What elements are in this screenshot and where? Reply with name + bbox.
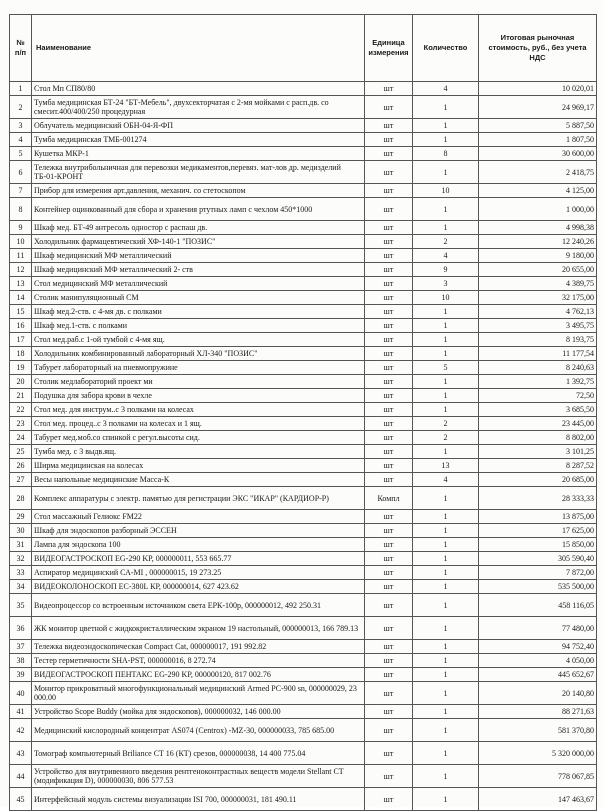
row-unit-cell: шт [365,375,413,389]
row-unit-cell: шт [365,719,413,742]
row-number-cell: 20 [10,375,32,389]
table-row [10,459,597,473]
row-name-cell: Стол Мп СП80/80 [32,82,365,96]
row-qty-cell: 2 [413,431,479,445]
row-number-cell: 32 [10,552,32,566]
row-qty-cell: 4 [413,473,479,487]
row-name-cell: Тележка внутрибольничная для перевозки медикаментов,перевяз. мат-лов др. медизделий ТБ-01-КРОНТ [32,161,365,184]
row-unit-cell: шт [365,277,413,291]
row-qty-cell: 1 [413,742,479,765]
row-number-cell: 33 [10,566,32,580]
table-row [10,389,597,403]
table-row [10,654,597,668]
row-qty-cell: 1 [413,347,479,361]
row-number-cell: 45 [10,788,32,811]
row-value-cell: 20 685,00 [479,473,597,487]
table-row [10,682,597,705]
row-name-cell: Тестер герметичности SHA-PST, 000000016, 8 272.74 [32,654,365,668]
row-qty-cell: 1 [413,319,479,333]
table-row [10,617,597,640]
row-qty-cell: 1 [413,580,479,594]
table-row [10,788,597,811]
row-name-cell: Шкаф мед.2-ств. с 4-мя дв. с полками [32,305,365,319]
table-row [10,705,597,719]
row-number-cell: 28 [10,487,32,510]
row-qty-cell: 1 [413,403,479,417]
row-value-cell: 23 445,00 [479,417,597,431]
table-row [10,487,597,510]
row-number-cell: 9 [10,221,32,235]
row-unit-cell: шт [365,510,413,524]
row-number-cell: 4 [10,133,32,147]
row-value-cell: 4 125,00 [479,184,597,198]
row-value-cell: 3 101,25 [479,445,597,459]
row-qty-cell: 3 [413,277,479,291]
row-name-cell: Табурет мед.моб.со спинкой с регул.высоты сид. [32,431,365,445]
row-name-cell: Стол медицинский МФ металлический [32,277,365,291]
row-number-cell: 15 [10,305,32,319]
row-number-cell: 41 [10,705,32,719]
row-name-cell: Стол мед. для инструм..с 3 полками на колесах [32,403,365,417]
row-qty-cell: 1 [413,538,479,552]
row-number-cell: 42 [10,719,32,742]
row-qty-cell: 2 [413,417,479,431]
row-unit-cell: шт [365,147,413,161]
row-number-cell: 5 [10,147,32,161]
row-number-cell: 31 [10,538,32,552]
row-qty-cell: 10 [413,184,479,198]
row-number-cell: 24 [10,431,32,445]
row-unit-cell: шт [365,319,413,333]
row-value-cell: 12 240,26 [479,235,597,249]
row-unit-cell: шт [365,347,413,361]
row-unit-cell: шт [365,668,413,682]
row-qty-cell: 1 [413,375,479,389]
table-row [10,249,597,263]
table-row [10,161,597,184]
row-number-cell: 36 [10,617,32,640]
row-qty-cell: 1 [413,445,479,459]
table-header [10,15,597,82]
row-qty-cell: 1 [413,96,479,119]
table-row [10,580,597,594]
row-name-cell: Шкаф медицинский МФ металлический 2- ств [32,263,365,277]
row-qty-cell: 2 [413,235,479,249]
table-row [10,319,597,333]
row-value-cell: 94 752,40 [479,640,597,654]
row-unit-cell: шт [365,742,413,765]
header-num: № п/п [10,15,32,82]
row-value-cell: 17 625,00 [479,524,597,538]
row-qty-cell: 4 [413,249,479,263]
table-row [10,538,597,552]
valuation-table [9,14,597,811]
row-unit-cell: шт [365,333,413,347]
table-row [10,375,597,389]
row-name-cell: ВИДЕОКОЛОНОСКОП ЕС-380L КР, 000000014, 627 423.62 [32,580,365,594]
row-unit-cell: шт [365,538,413,552]
table-row [10,524,597,538]
row-value-cell: 8 240,63 [479,361,597,375]
table-row [10,668,597,682]
row-qty-cell: 1 [413,133,479,147]
row-number-cell: 37 [10,640,32,654]
row-qty-cell: 1 [413,524,479,538]
row-unit-cell: шт [365,161,413,184]
table-row [10,147,597,161]
row-unit-cell: шт [365,184,413,198]
row-unit-cell: шт [365,249,413,263]
row-qty-cell: 1 [413,682,479,705]
row-name-cell: Интерфейсный модуль системы визуализации ISI 700, 000000031, 181 490.11 [32,788,365,811]
row-qty-cell: 1 [413,161,479,184]
row-unit-cell: шт [365,361,413,375]
row-unit-cell: шт [365,403,413,417]
row-name-cell: Стол мед.раб.с 1-ой тумбой с 4-мя ящ. [32,333,365,347]
row-qty-cell: 13 [413,459,479,473]
row-unit-cell: шт [365,96,413,119]
row-name-cell: Шкаф мед.1-ств. с полками [32,319,365,333]
row-value-cell: 24 969,17 [479,96,597,119]
row-qty-cell: 1 [413,640,479,654]
row-unit-cell: шт [365,389,413,403]
row-value-cell: 4 389,75 [479,277,597,291]
table-row [10,82,597,96]
row-qty-cell: 1 [413,552,479,566]
row-value-cell: 2 418,75 [479,161,597,184]
row-unit-cell: шт [365,221,413,235]
row-name-cell: Тумба медицинская БТ-24 "БТ-Мебель", двухсекторчатая с 2-мя мойками с расп.дв. со смесит.400/400/250 процедурная [32,96,365,119]
row-value-cell: 77 480,00 [479,617,597,640]
row-value-cell: 10 020,01 [479,82,597,96]
row-unit-cell: шт [365,682,413,705]
row-number-cell: 17 [10,333,32,347]
row-qty-cell: 10 [413,291,479,305]
row-number-cell: 39 [10,668,32,682]
row-qty-cell: 1 [413,654,479,668]
row-qty-cell: 1 [413,305,479,319]
row-value-cell: 28 333,33 [479,487,597,510]
row-unit-cell: шт [365,473,413,487]
row-value-cell: 5 320 000,00 [479,742,597,765]
row-qty-cell: 1 [413,719,479,742]
row-number-cell: 38 [10,654,32,668]
row-name-cell: Тумба медицинская ТМБ-001274 [32,133,365,147]
row-number-cell: 2 [10,96,32,119]
row-value-cell: 1 807,50 [479,133,597,147]
row-name-cell: Холодильник фармацевтический ХФ-140-1 "ПОЗИС" [32,235,365,249]
row-unit-cell: шт [365,705,413,719]
table-row [10,566,597,580]
row-value-cell: 1 392,75 [479,375,597,389]
row-value-cell: 535 500,00 [479,580,597,594]
row-name-cell: ВИДЕОГАСТРОСКОП ПЕНТАКС EG-290 KP, 000000120, 817 002.76 [32,668,365,682]
row-qty-cell: 1 [413,510,479,524]
row-qty-cell: 1 [413,198,479,221]
row-unit-cell: шт [365,417,413,431]
row-qty-cell: 5 [413,361,479,375]
row-number-cell: 30 [10,524,32,538]
header-value: Итоговая рыночная стоимость, руб., без учета НДС [479,15,597,82]
row-value-cell: 20 140,80 [479,682,597,705]
row-unit-cell: Компл [365,487,413,510]
row-unit-cell: шт [365,765,413,788]
row-number-cell: 43 [10,742,32,765]
table-row [10,640,597,654]
row-name-cell: Шкаф мед. БТ-49 антресоль одностор с распаш дв. [32,221,365,235]
row-value-cell: 8 193,75 [479,333,597,347]
row-name-cell: ЖК монитор цветной с жидкокристаллическим экраном 19 настольный, 000000013, 166 789.13 [32,617,365,640]
row-value-cell: 15 850,00 [479,538,597,552]
row-number-cell: 23 [10,417,32,431]
row-value-cell: 72,50 [479,389,597,403]
row-number-cell: 35 [10,594,32,617]
row-name-cell: Устройство Scope Buddy (мойка для эндоскопов), 000000032, 146 000.00 [32,705,365,719]
table-row [10,119,597,133]
row-name-cell: Кушетка МКР-1 [32,147,365,161]
row-value-cell: 30 600,00 [479,147,597,161]
row-value-cell: 88 271,63 [479,705,597,719]
row-number-cell: 22 [10,403,32,417]
row-value-cell: 5 887,50 [479,119,597,133]
row-name-cell: Подушка для забора крови в чехле [32,389,365,403]
row-qty-cell: 4 [413,82,479,96]
table-row [10,96,597,119]
row-name-cell: Устройство для внутривенного введения рентгеноконтрастных веществ модели Stellant CT (модификация D), 000000030, 806 577.53 [32,765,365,788]
row-name-cell: Тумба мед. с 3 выдв.ящ. [32,445,365,459]
row-unit-cell: шт [365,119,413,133]
table-row [10,510,597,524]
table-row [10,277,597,291]
row-unit-cell: шт [365,133,413,147]
table-row [10,305,597,319]
row-number-cell: 7 [10,184,32,198]
row-name-cell: Комплекс аппаратуры с электр. памятью для регистрации ЭКС "ИКАР" (КАРДИОР-Р) [32,487,365,510]
row-value-cell: 445 652,67 [479,668,597,682]
row-value-cell: 4 762,13 [479,305,597,319]
table-row [10,742,597,765]
row-name-cell: Холодильник комбинированный лабораторный ХЛ-340 "ПОЗИС" [32,347,365,361]
row-number-cell: 3 [10,119,32,133]
table-row [10,221,597,235]
row-number-cell: 44 [10,765,32,788]
row-name-cell: Прибор для измерения арт.давления, механич. со стетоскопом [32,184,365,198]
row-number-cell: 25 [10,445,32,459]
row-number-cell: 16 [10,319,32,333]
row-name-cell: Томограф компьютерный Briliance CT 16 (КТ) срезов, 000000038, 14 400 775.04 [32,742,365,765]
row-value-cell: 7 872,00 [479,566,597,580]
row-number-cell: 40 [10,682,32,705]
row-qty-cell: 1 [413,705,479,719]
table-row [10,445,597,459]
row-unit-cell: шт [365,431,413,445]
row-qty-cell: 1 [413,765,479,788]
row-value-cell: 581 370,80 [479,719,597,742]
row-value-cell: 458 116,05 [479,594,597,617]
table-row [10,361,597,375]
table-row [10,719,597,742]
table-row [10,184,597,198]
header-unit: Единица измерения [365,15,413,82]
row-unit-cell: шт [365,235,413,249]
row-value-cell: 13 875,00 [479,510,597,524]
row-qty-cell: 8 [413,147,479,161]
row-number-cell: 21 [10,389,32,403]
table-row [10,333,597,347]
row-name-cell: Стол мед. процед..с 3 полками на колесах и 1 ящ. [32,417,365,431]
row-name-cell: ВИДЕОГАСТРОСКОП EG-290 KP, 000000011, 553 665.77 [32,552,365,566]
row-qty-cell: 1 [413,594,479,617]
row-name-cell: Столик манипуляционный СМ [32,291,365,305]
row-unit-cell: шт [365,640,413,654]
table-row [10,263,597,277]
row-unit-cell: шт [365,263,413,277]
row-value-cell: 8 287,52 [479,459,597,473]
header-qty: Количество [413,15,479,82]
row-qty-cell: 1 [413,566,479,580]
row-unit-cell: шт [365,459,413,473]
row-unit-cell: шт [365,566,413,580]
table-body [10,82,597,811]
table-row [10,417,597,431]
table-row [10,403,597,417]
row-number-cell: 12 [10,263,32,277]
row-qty-cell: 1 [413,487,479,510]
row-unit-cell: шт [365,617,413,640]
row-name-cell: Контейнер оцинкованный для сбора и хранения ртутных ламп с чехлом 450*1000 [32,198,365,221]
row-number-cell: 10 [10,235,32,249]
row-name-cell: Аспиратор медицинский СА-МI , 000000015, 19 273.25 [32,566,365,580]
table-row [10,235,597,249]
row-name-cell: Табурет лабораторный на пневмопружине [32,361,365,375]
row-number-cell: 29 [10,510,32,524]
row-unit-cell: шт [365,198,413,221]
row-unit-cell: шт [365,594,413,617]
table-row [10,431,597,445]
row-name-cell: Видеопроцессор со встроенным источником света ЕРК-100р, 000000012, 492 250.31 [32,594,365,617]
row-name-cell: Тележка видеоэндоскопическая Compact Cat, 000000017, 191 992.82 [32,640,365,654]
row-value-cell: 305 590,40 [479,552,597,566]
row-number-cell: 14 [10,291,32,305]
row-name-cell: Ширма медицинская на колесах [32,459,365,473]
row-qty-cell: 1 [413,333,479,347]
row-value-cell: 8 802,00 [479,431,597,445]
row-unit-cell: шт [365,445,413,459]
row-number-cell: 27 [10,473,32,487]
row-unit-cell: шт [365,788,413,811]
row-number-cell: 1 [10,82,32,96]
row-name-cell: Весы напольные медицинские Масса-К [32,473,365,487]
row-number-cell: 26 [10,459,32,473]
row-name-cell: Столик медлабораторий проект ми [32,375,365,389]
row-name-cell: Медицинский кислородный концентрат AS074 (Centrox) -MZ-30, 000000033, 785 685.00 [32,719,365,742]
row-value-cell: 20 655,00 [479,263,597,277]
row-value-cell: 32 175,00 [479,291,597,305]
row-value-cell: 147 463,67 [479,788,597,811]
table-row [10,765,597,788]
row-name-cell: Шкаф для эндоскопов разборный ЭССЕН [32,524,365,538]
row-value-cell: 4 998,38 [479,221,597,235]
row-number-cell: 13 [10,277,32,291]
table-row [10,347,597,361]
row-value-cell: 778 067,85 [479,765,597,788]
row-qty-cell: 1 [413,389,479,403]
row-number-cell: 18 [10,347,32,361]
row-unit-cell: шт [365,524,413,538]
row-unit-cell: шт [365,552,413,566]
row-unit-cell: шт [365,82,413,96]
row-qty-cell: 1 [413,617,479,640]
table-row [10,594,597,617]
row-value-cell: 1 000,00 [479,198,597,221]
row-number-cell: 34 [10,580,32,594]
table-row [10,473,597,487]
row-qty-cell: 9 [413,263,479,277]
row-value-cell: 4 050,00 [479,654,597,668]
table-row [10,552,597,566]
row-value-cell: 11 177,54 [479,347,597,361]
row-number-cell: 8 [10,198,32,221]
row-qty-cell: 1 [413,668,479,682]
row-unit-cell: шт [365,305,413,319]
row-number-cell: 6 [10,161,32,184]
table-row [10,198,597,221]
row-qty-cell: 1 [413,788,479,811]
row-unit-cell: шт [365,654,413,668]
row-value-cell: 3 685,50 [479,403,597,417]
table-row [10,291,597,305]
row-name-cell: Шкаф медицинский МФ металлический [32,249,365,263]
row-unit-cell: шт [365,291,413,305]
row-qty-cell: 1 [413,221,479,235]
header-name: Наименование [32,15,365,82]
row-name-cell: Монитор прикроватный многофункциональный медицинский Armed PC-900 sn, 000000029, 23 000.00 [32,682,365,705]
row-value-cell: 9 180,00 [479,249,597,263]
row-unit-cell: шт [365,580,413,594]
row-name-cell: Стол массажный Гелиокс FM22 [32,510,365,524]
table-row [10,133,597,147]
row-number-cell: 11 [10,249,32,263]
row-qty-cell: 1 [413,119,479,133]
row-number-cell: 19 [10,361,32,375]
row-value-cell: 3 495,75 [479,319,597,333]
row-name-cell: Облучатель медицинский ОБН-04-Я-ФП [32,119,365,133]
row-name-cell: Лампа для эндоскопа 100 [32,538,365,552]
